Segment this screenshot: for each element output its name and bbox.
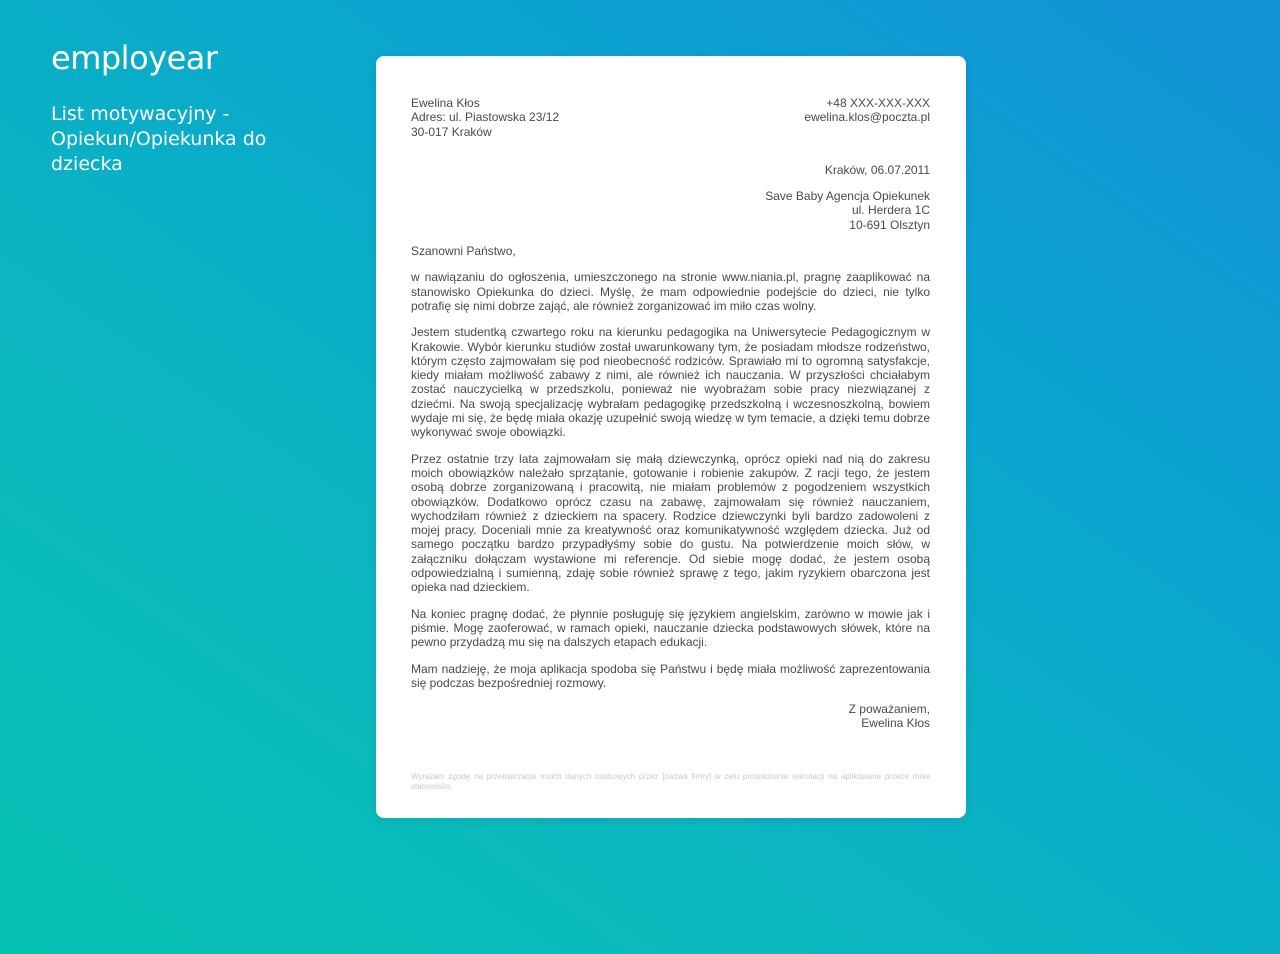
letter-page bbox=[376, 56, 966, 818]
sender-block bbox=[411, 96, 559, 139]
letter-paragraph: Mam nadzieję, że moja aplikacja spodoba się Państwu i będę miała możliwość zaprezentowania się podczas bezpośredniej rozmowy. bbox=[411, 661, 930, 690]
letter-content bbox=[411, 96, 930, 731]
closing-block bbox=[411, 702, 930, 731]
sender-name: Ewelina Kłos bbox=[411, 96, 480, 110]
sender-contact bbox=[804, 96, 930, 139]
employear-logo[interactable]: employear bbox=[51, 39, 218, 77]
recipient-city: 10-691 Olsztyn bbox=[849, 217, 930, 232]
letter-paragraph: Na koniec pragnę dodać, że płynnie posługuję się językiem angielskim, zarówno w mowie jak i piśmie. Mogę zaoferować, w ramach opieki, nauczanie dziecka podstawowych słówek, które na pewno przydadzą mu się na dalszych etapach edukacji. bbox=[411, 606, 930, 650]
recipient-block bbox=[411, 189, 930, 232]
salutation: Szanowni Państwo, bbox=[411, 244, 516, 259]
letter-paragraph: w nawiązaniu do ogłoszenia, umieszczonego na stronie www.niania.pl, pragnę zaaplikować na stanowisko Opiekunka do dzieci. Myślę, że mam odpowiednie podejście do dzieci, nie tylko potrafię się nimi dobrze zająć, ale również zorganizować im miło czas wolny. bbox=[411, 270, 930, 313]
document-title: List motywacyjny - Opiekun/Opiekunka do dziecka bbox=[51, 103, 267, 175]
gdpr-consent-clause: Wyrażam zgodę na przetwarzanie moich danych osobowych przez [nazwa firmy] w celu prowadzenia rekrutacji na aplikowane przeze mnie stanowisko. bbox=[411, 772, 930, 791]
sender-address: Adres: ul. Piastowska 23/12 bbox=[411, 110, 560, 125]
letter-paragraph: Jestem studentką czwartego roku na kierunku pedagogika na Uniwersytecie Pedagogicznym w Krakowie. Wybór kierunku studiów został uwarunkowany tym, że posiadam młodsze rodzeństwo, którym często zajmowałam się pod nieobecność rodziców. Sprawiało mi to ogromną satysfakcje, kiedy miałam możliwość zabawy z nimi, ale również ich nauczania. W przyszłości chciałabym zostać nauczycielką w przedszkolu, ponieważ nie wyobrażam sobie pracy niezwiązanej z dziećmi. Na swoją specjalizację wybrałam pedagogikę przedszkolną i wczesnoszkolną, bowiem wydaje mi się, że będę miała okazję uzupełnić swoją wiedzę w tym temacie, a dzięki temu dobrze wykonywać swoje obowiązki. bbox=[411, 325, 930, 440]
letter-paragraph: Przez ostatnie trzy lata zajmowałam się małą dziewczynką, oprócz opieki nad nią do zakresu moich obowiązków należało sprzątanie, gotowanie i robienie zakupów. Z racji tego, że jestem osobą dobrze zorganizowaną i pracowitą, nie miałam problemów z pogodzeniem wszystkich obowiązków. Dodatkowo oprócz czasu na zabawę, zajmowałam się również nauczaniem, wychodziłam również z dzieckiem na spacery. Rodzice dziewczynki byli bardzo zadowoleni z mojej pracy. Doceniali mnie za kreatywność oraz komunikatywność względem dziecka. Już od samego początku bardzo przypadłyśmy sobie do gustu. Na potwierdzenie moich słów, w załączniku dołączam wystawione mi referencje. Od siebie mogę dodać, że jestem osobą odpowiedzialną i sumienną, zdaję sobie również sprawę z tego, jakim ryzykiem obarczona jest opieka nad dzieckiem. bbox=[411, 451, 930, 595]
closing-phrase: Z poważaniem, bbox=[848, 702, 930, 717]
sender-city: 30-017 Kraków bbox=[411, 124, 492, 139]
sender-email: ewelina.klos@poczta.pl bbox=[804, 110, 930, 125]
signature: Ewelina Kłos bbox=[861, 716, 930, 731]
recipient-street: ul. Herdera 1C bbox=[851, 203, 930, 218]
letter-date: Kraków, 06.07.2011 bbox=[824, 162, 930, 177]
letter-header bbox=[411, 96, 930, 139]
recipient-company: Save Baby Agencja Opiekunek bbox=[765, 189, 930, 204]
sender-phone: +48 XXX-XXX-XXX bbox=[826, 96, 930, 110]
